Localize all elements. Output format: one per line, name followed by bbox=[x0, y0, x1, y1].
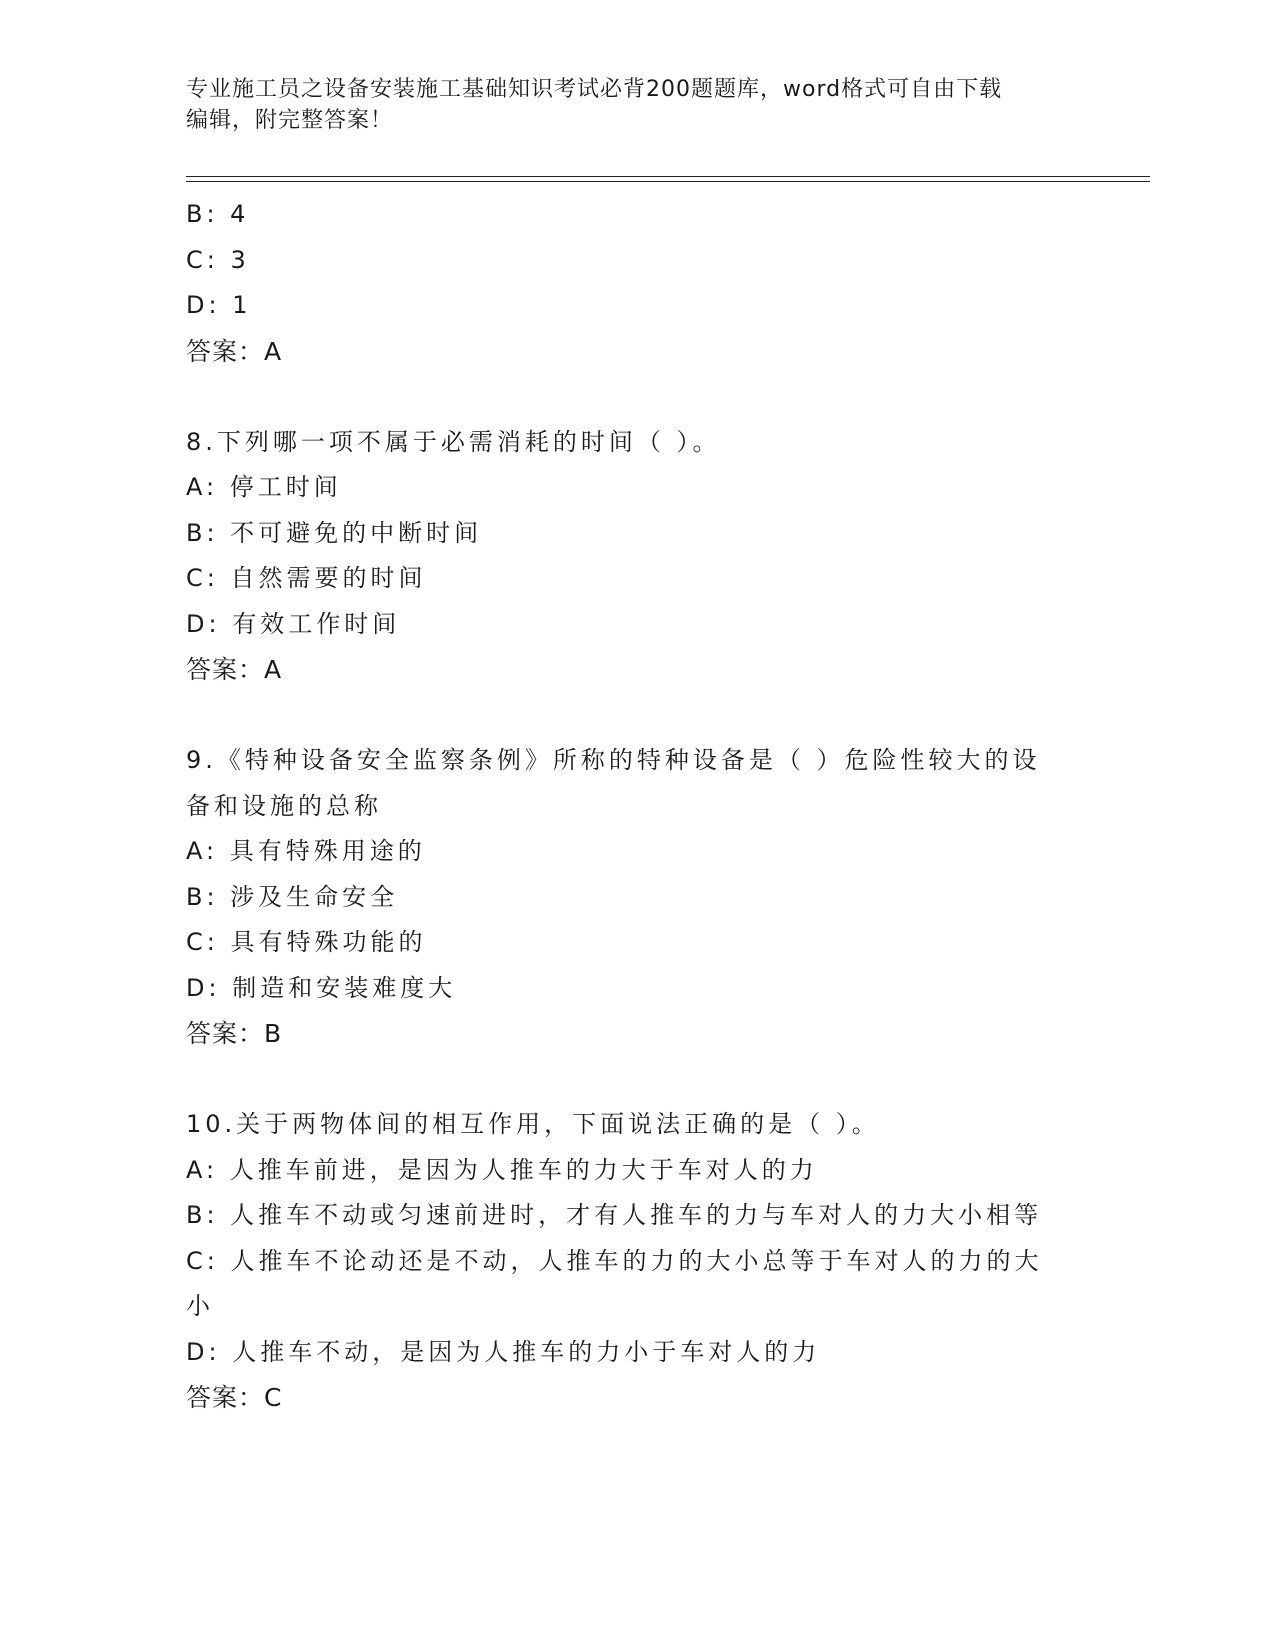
header-rule-top bbox=[186, 176, 1150, 177]
answer-line: 答案：C bbox=[186, 1383, 283, 1412]
option-a: A: 人推车前进，是因为人推车的力大于车对人的力 bbox=[186, 1155, 818, 1184]
question-stem: 10.关于两物体间的相互作用，下面说法正确的是（ ）。 bbox=[186, 1110, 880, 1138]
option-a: A: 具有特殊用途的 bbox=[186, 837, 426, 865]
option-c: C: 具有特殊功能的 bbox=[186, 928, 427, 956]
answer-line: 答案：A bbox=[186, 655, 283, 684]
option-c: C: 自然需要的时间 bbox=[186, 564, 427, 592]
question-10 bbox=[186, 1102, 1086, 1421]
answer-line: 答案：A bbox=[186, 336, 283, 366]
spacer bbox=[186, 374, 1086, 420]
question-7-tail bbox=[186, 192, 1086, 374]
option-d: D: 有效工作时间 bbox=[186, 609, 401, 638]
option-b: B: 涉及生命安全 bbox=[186, 882, 399, 911]
option-c-line-1: C: 人推车不论动还是不动，人推车的力的大小总等于车对人的力的大 bbox=[186, 1246, 1043, 1275]
spacer bbox=[186, 1057, 1086, 1103]
question-stem-line-1: 9.《特种设备安全监察条例》所称的特种设备是（ ）危险性较大的设 bbox=[186, 746, 1041, 774]
option-d: D: 制造和安装难度大 bbox=[186, 973, 457, 1002]
document-header bbox=[186, 74, 1066, 136]
header-line-2: 编辑，附完整答案！ bbox=[186, 108, 394, 133]
answer-line: 答案：B bbox=[186, 1019, 283, 1048]
question-list bbox=[186, 192, 1086, 1421]
option-b: B: 4 bbox=[186, 200, 250, 228]
question-9 bbox=[186, 738, 1086, 1057]
option-b: B: 不可避免的中断时间 bbox=[186, 518, 483, 547]
header-rule-bottom bbox=[186, 181, 1150, 182]
option-a: A: 停工时间 bbox=[186, 473, 342, 501]
option-b: B: 人推车不动或匀速前进时，才有人推车的力与车对人的力大小相等 bbox=[186, 1201, 1043, 1229]
question-stem: 8.下列哪一项不属于必需消耗的时间（ ）。 bbox=[186, 427, 721, 456]
question-stem-line-2: 备和设施的总称 bbox=[186, 791, 382, 820]
option-d: D: 人推车不动，是因为人推车的力小于车对人的力 bbox=[186, 1337, 821, 1366]
option-c-line-2: 小 bbox=[186, 1292, 214, 1320]
header-line-1: 专业施工员之设备安装施工基础知识考试必背200题题库，word格式可自由下载 bbox=[186, 77, 1003, 102]
question-8 bbox=[186, 420, 1086, 693]
spacer bbox=[186, 693, 1086, 739]
option-d: D: 1 bbox=[186, 291, 252, 319]
option-c: C: 3 bbox=[186, 245, 250, 274]
